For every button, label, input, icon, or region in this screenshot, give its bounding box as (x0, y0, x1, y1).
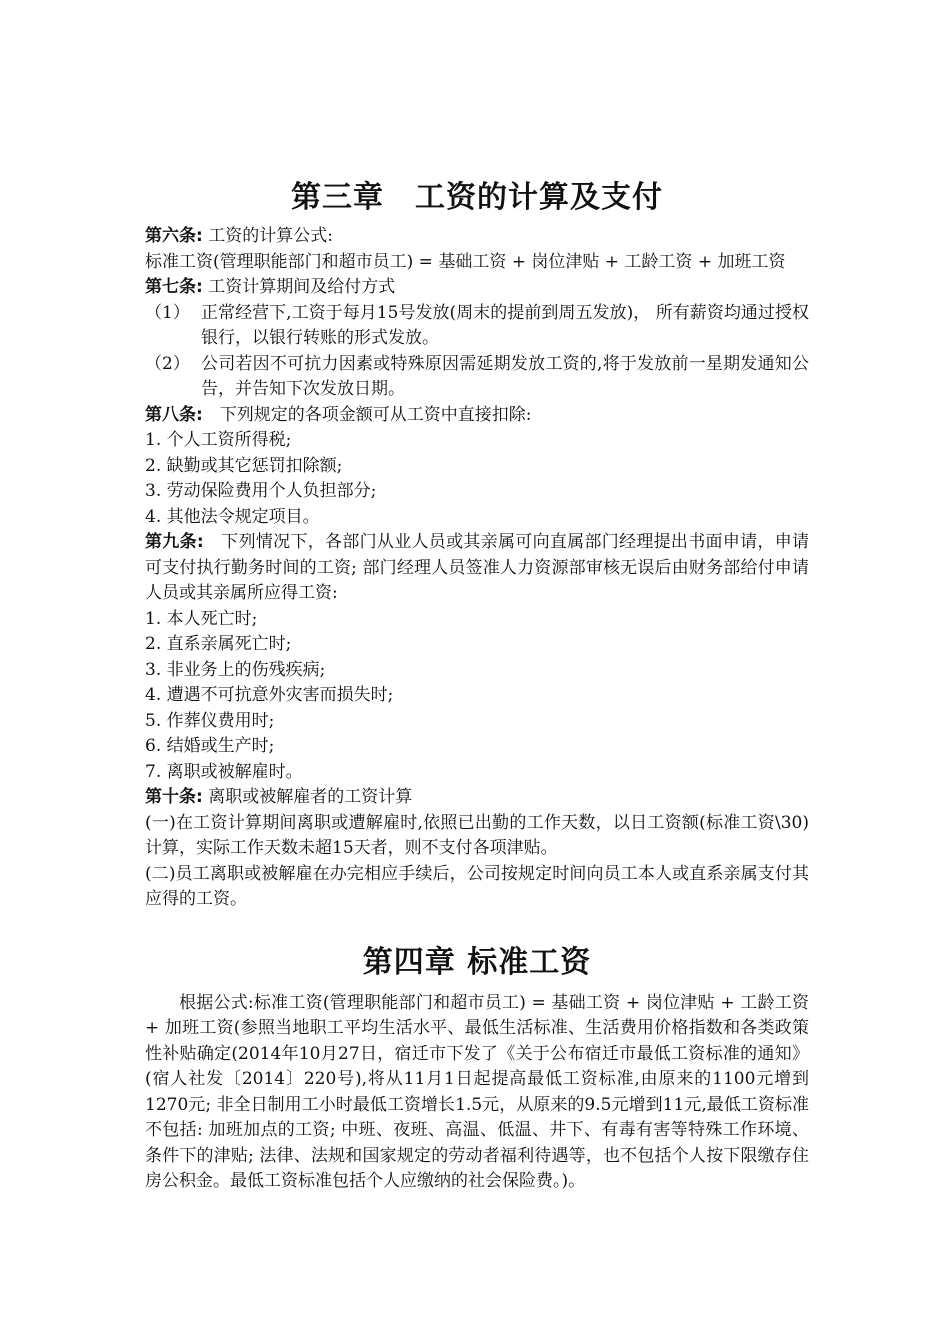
article-9-text: 下列情况下，各部门从业人员或其亲属可向直属部门经理提出书面申请，申请可支付执行勤务时间的工资; 部门经理人员签准人力资源部审核无误后由财务部给付申请人员或其亲属所应得工资: (145, 532, 809, 603)
list-item: 3. 非业务上的伤残疾病; (145, 659, 326, 680)
chapter-4-paragraph: 根据公式:标准工资(管理职能部门和超市员工) = 基础工资 + 岗位津贴 + 工龄工资 + 加班工资(参照当地职工平均生活水平、最低生活标准、生活费用价格指数和各类政策性补贴确定(2014年10月27日，宿迁市下发了《关于公布宿迁市最低工资标准的通知》(宿人社发〔2014〕220号),将从11月1日起提高最低工资标准,由原来的1100元增到1270元; 非全日制用工小时最低工资增长1.5元，从原来的9.5元增到11元,最低工资标准不包括: 加班加点的工资; 中班、夜班、高温、低温、井下、有毒有害等特殊工作环境、条件下的津贴; 法律、法规和国家规定的劳动者福利待遇等，也不包括个人按下限缴存住房公积金。最低工资标准包括个人应缴纳的社会保险费。)。 (145, 992, 809, 1191)
article-10-text: 离职或被解雇者的工资计算 (202, 787, 413, 807)
article-8-text: 下列规定的各项金额可从工资中直接扣除: (202, 404, 532, 425)
list-item: (一)在工资计算期间离职或遭解雇时,依照已出勤的工作天数，以日工资额(标准工资\30)计算，实际工作天数未超15天者，则不支付各项津贴。 (145, 812, 809, 858)
article-8-heading (145, 403, 809, 429)
item-text: 公司若因不可抗力因素或特殊原因需延期发放工资的,将于发放前一星期发通知公告，并告知下次发放日期。 (201, 353, 809, 399)
list-item: 2. 缺勤或其它惩罚扣除额; (145, 455, 343, 476)
list-item: 4. 其他法令规定项目。 (145, 506, 320, 527)
list-item: 7. 离职或被解雇时。 (145, 761, 303, 782)
salary-formula: 标准工资(管理职能部门和超市员工) = 基础工资 + 岗位津贴 + 工龄工资 + 加班工资 (145, 251, 786, 272)
chapter-4-title: 第四章 标准工资 (362, 944, 592, 980)
list-item: 3. 劳动保险费用个人负担部分; (145, 481, 377, 501)
article-6-label: 第六条: (145, 226, 203, 246)
item-text: 正常经营下,工资于每月15号发放(周末的提前到周五发放)， 所有薪资均通过授权银行，以银行转账的形式发放。 (201, 302, 809, 348)
article-10-heading (145, 785, 809, 811)
item-number: （1） (145, 302, 190, 323)
article-7-heading (145, 275, 809, 301)
chapter-3-title: 第三章 工资的计算及支付 (291, 180, 663, 215)
list-item: 5. 作葬仪费用时; (145, 710, 275, 731)
article-7-text: 工资计算期间及给付方式 (202, 277, 396, 297)
item-number: （2） (145, 353, 190, 374)
list-item: 1. 个人工资所得税; (145, 430, 292, 450)
article-9-label: 第九条: (145, 532, 204, 552)
list-item: 1. 本人死亡时; (145, 608, 258, 629)
article-7-item (145, 301, 809, 352)
document-page (145, 178, 809, 1195)
article-6-text: 工资的计算公式: (202, 226, 333, 246)
article-7-label: 第七条: (145, 277, 203, 297)
article-6-heading (145, 224, 809, 250)
article-7-item (145, 352, 809, 403)
list-item: 2. 直系亲属死亡时; (145, 634, 292, 654)
list-item: 6. 结婚或生产时; (145, 736, 275, 756)
list-item: 4. 遭遇不可抗意外灾害而损失时; (145, 685, 394, 705)
list-item: (二)员工离职或被解雇在办完相应手续后，公司按规定时间向员工本人或直系亲属支付其应得的工资。 (145, 863, 809, 909)
article-10-label: 第十条: (145, 787, 203, 807)
article-9-heading (145, 530, 809, 607)
article-8-label: 第八条: (145, 404, 203, 425)
